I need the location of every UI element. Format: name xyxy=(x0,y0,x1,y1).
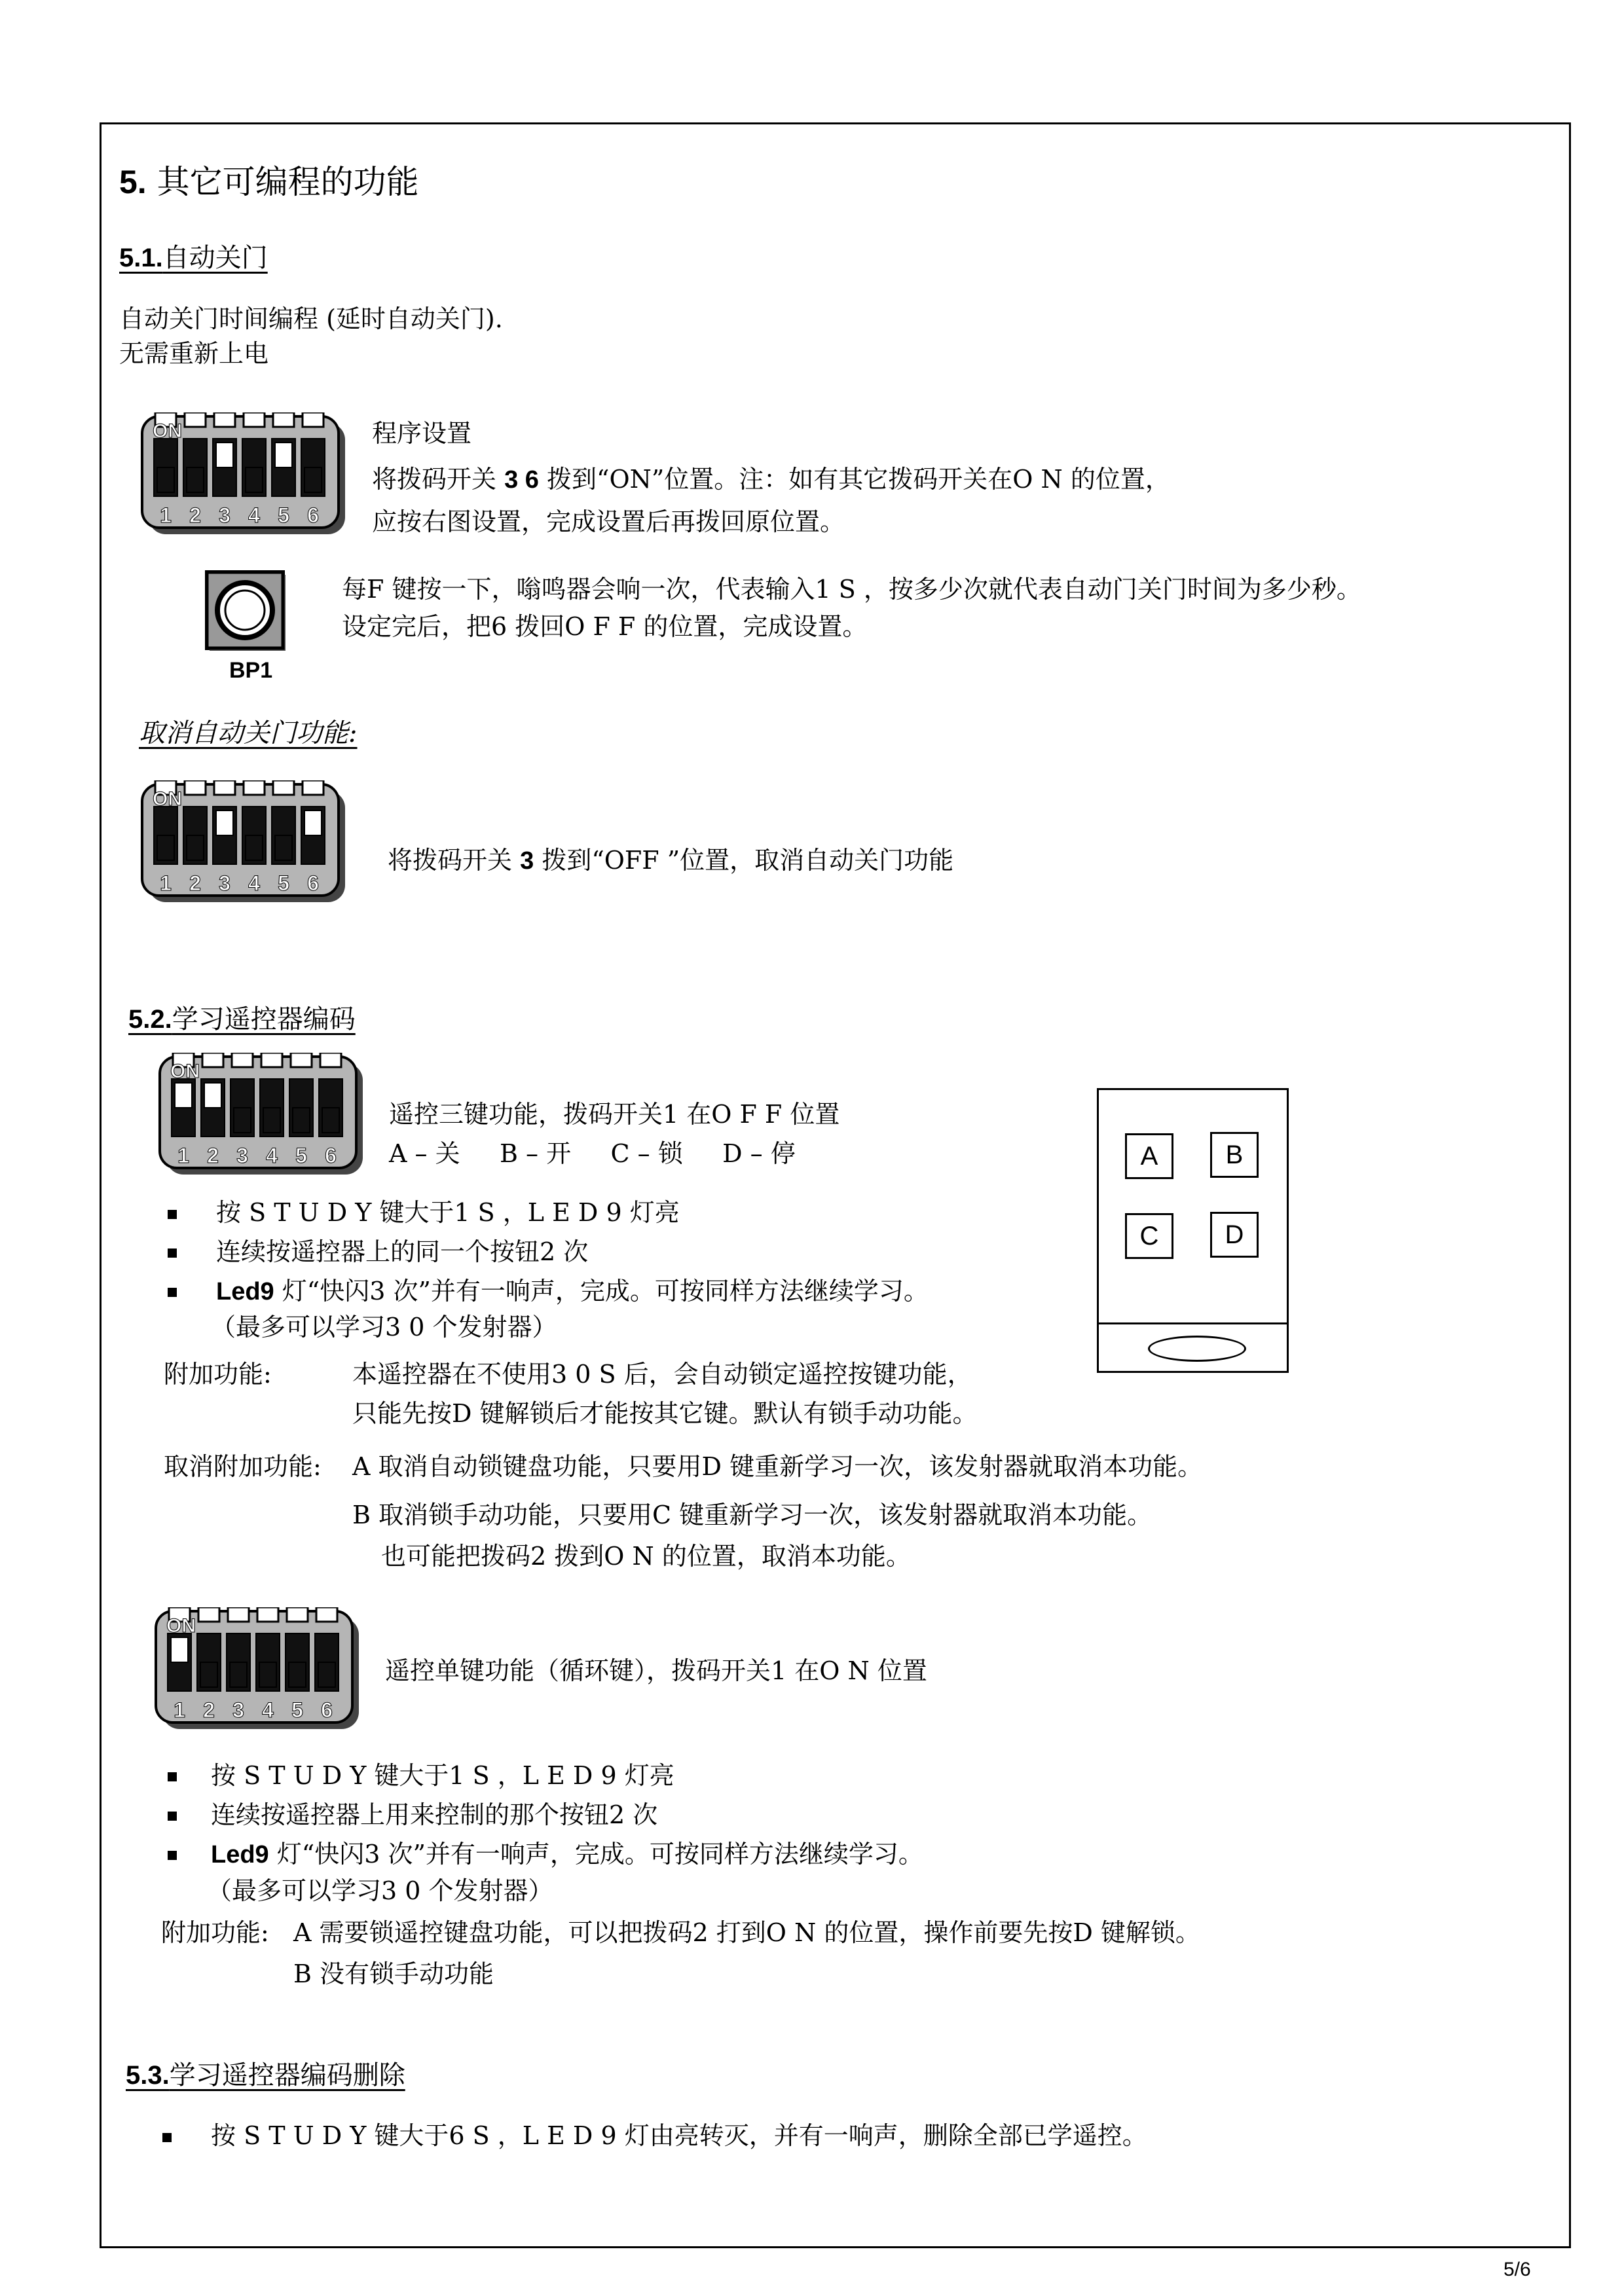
section-5-1-heading: 5.1.自动关门 xyxy=(119,243,268,273)
dip-knob-5 xyxy=(275,835,292,860)
delete-step: 按 S T U D Y 键大于6 S ，L E D 9 灯由亮转灭，并有一响声，删除全部已学遥控。 xyxy=(211,2121,1147,2150)
dip-number-2: 2 xyxy=(207,1144,219,1167)
dip-knob-3 xyxy=(234,1108,251,1133)
cancel-extra-a: A 取消自动锁键盘功能，只要用D 键重新学习一次，该发射器就取消本功能。 xyxy=(352,1452,1203,1481)
bullet xyxy=(168,1812,177,1821)
dip-number-4: 4 xyxy=(262,1698,274,1722)
section-5-3-heading: 5.3.学习遥控器编码删除 xyxy=(126,2060,405,2090)
dip-on-label: ON xyxy=(153,420,182,442)
dip-number-6: 6 xyxy=(307,871,319,895)
auto-close-desc: 自动关门时间编程 (延时自动关门). xyxy=(119,304,503,333)
remote-button-c: C xyxy=(1125,1213,1173,1259)
dip-knob-5 xyxy=(293,1108,310,1133)
dip-number-3: 3 xyxy=(236,1144,248,1167)
dip-switch-three-key xyxy=(157,1053,367,1177)
remote-control-illustration xyxy=(1097,1088,1289,1373)
study-step-3: Led9 灯“快闪3 次”并有一响声，完成。可按同样方法继续学习。 xyxy=(216,1277,929,1305)
program-setting-line1: 将拨码开关 3 6 拨到“ON”位置。注：如有其它拨码开关在O N 的位置， xyxy=(372,465,1170,494)
bullet xyxy=(168,1248,177,1258)
dip-number-5: 5 xyxy=(295,1144,307,1167)
bp1-label: BP1 xyxy=(229,658,273,683)
bullet xyxy=(168,1772,177,1781)
dip-knob-2 xyxy=(200,1662,217,1687)
dip-knob-3 xyxy=(230,1662,247,1687)
dip-knob-5 xyxy=(275,443,292,467)
dip-number-1: 1 xyxy=(160,871,172,895)
single-key-mode: 遥控单键功能（循环键），拨码开关1 在O N 位置 xyxy=(385,1656,927,1685)
bp1-instruction-line2: 设定完后，把6 拨回O F F 的位置，完成设置。 xyxy=(342,612,868,641)
dip-knob-1 xyxy=(175,1083,192,1108)
cancel-auto-close-title: 取消自动关门功能: xyxy=(139,718,358,748)
dip-knob-1 xyxy=(171,1637,188,1662)
study-step-1: 按 S T U D Y 键大于1 S ，L E D 9 灯亮 xyxy=(216,1198,680,1227)
program-setting-title: 程序设置 xyxy=(372,419,472,448)
bp1-button-icon xyxy=(204,570,296,687)
dip-number-4: 4 xyxy=(248,871,260,895)
dip-knob-6 xyxy=(318,1662,335,1687)
dip-switch-single-key xyxy=(153,1607,363,1732)
bullet xyxy=(168,1288,177,1297)
dip-on-label: ON xyxy=(170,1061,200,1082)
dip-number-1: 1 xyxy=(174,1698,185,1722)
dip-knob-6 xyxy=(322,1108,339,1133)
dip-knob-4 xyxy=(263,1108,280,1133)
bp1-instruction-line1: 每F 键按一下，嗡鸣器会响一次，代表输入1 S ，按多少次就代表自动门关门时间为多少秒。 xyxy=(342,575,1361,604)
dip-knob-3 xyxy=(216,811,233,835)
single-study-step-1: 按 S T U D Y 键大于1 S ，L E D 9 灯亮 xyxy=(211,1761,674,1790)
dip-number-5: 5 xyxy=(278,871,289,895)
bullet xyxy=(168,1851,177,1860)
dip-knob-5 xyxy=(289,1662,306,1687)
section-5-2-heading: 5.2.学习遥控器编码 xyxy=(128,1004,356,1034)
dip-knob-6 xyxy=(304,811,322,835)
single-max-transmitters: （最多可以学习3 0 个发射器） xyxy=(207,1876,553,1905)
bullet xyxy=(168,1210,177,1219)
study-step-2: 连续按遥控器上的同一个按钮2 次 xyxy=(216,1237,589,1266)
cancel-auto-close-desc: 将拨码开关 3 拨到“OFF ”位置，取消自动关门功能 xyxy=(388,846,954,875)
program-setting-line2: 应按右图设置，完成设置后再拨回原位置。 xyxy=(372,507,845,536)
dip-on-label: ON xyxy=(153,788,182,810)
cancel-extra-label: 取消附加功能: xyxy=(164,1452,322,1481)
dip-knob-1 xyxy=(157,835,174,860)
dip-number-3: 3 xyxy=(219,503,231,527)
cancel-extra-c: 也可能把拨码2 拨到O N 的位置，取消本功能。 xyxy=(381,1542,911,1571)
dip-number-5: 5 xyxy=(291,1698,303,1722)
dip-number-4: 4 xyxy=(266,1144,278,1167)
no-reboot-note: 无需重新上电 xyxy=(119,339,269,368)
dip-knob-2 xyxy=(187,467,204,492)
dip-number-1: 1 xyxy=(177,1144,189,1167)
single-study-step-3: Led9 灯“快闪3 次”并有一响声，完成。可按同样方法继续学习。 xyxy=(211,1840,923,1868)
dip-number-3: 3 xyxy=(219,871,231,895)
dip-knob-4 xyxy=(246,467,263,492)
remote-button-d: D xyxy=(1210,1212,1259,1258)
dip-switch-cancel xyxy=(139,780,349,905)
dip-number-2: 2 xyxy=(203,1698,215,1722)
extra-function-line2: 只能先按D 键解锁后才能按其它键。默认有锁手动功能。 xyxy=(352,1399,978,1428)
dip-knob-4 xyxy=(259,1662,276,1687)
dip-switch-program xyxy=(139,412,349,537)
single-extra-label: 附加功能: xyxy=(161,1918,269,1947)
bullet xyxy=(162,2133,172,2142)
remote-button-a: A xyxy=(1125,1133,1173,1179)
dip-number-6: 6 xyxy=(325,1144,337,1167)
max-transmitters: （最多可以学习3 0 个发射器） xyxy=(211,1313,557,1341)
key-functions: A – 关 B – 开 C – 锁 D – 停 xyxy=(389,1139,796,1168)
cancel-extra-b: B 取消锁手动功能，只要用C 键重新学习一次，该发射器就取消本功能。 xyxy=(352,1501,1153,1529)
dip-number-1: 1 xyxy=(160,503,172,527)
remote-led-oval xyxy=(1148,1336,1246,1362)
dip-knob-3 xyxy=(216,443,233,467)
dip-number-6: 6 xyxy=(307,503,319,527)
dip-number-4: 4 xyxy=(248,503,260,527)
dip-number-5: 5 xyxy=(278,503,289,527)
single-extra-b: B 没有锁手动功能 xyxy=(293,1959,494,1988)
dip-number-2: 2 xyxy=(189,503,201,527)
dip-number-2: 2 xyxy=(189,871,201,895)
dip-number-6: 6 xyxy=(321,1698,333,1722)
page-number: 5/6 xyxy=(1504,2259,1531,2280)
remote-button-b: B xyxy=(1210,1132,1259,1178)
dip-knob-2 xyxy=(187,835,204,860)
three-key-mode: 遥控三键功能，拨码开关1 在O F F 位置 xyxy=(389,1100,840,1129)
dip-on-label: ON xyxy=(166,1615,196,1637)
dip-knob-4 xyxy=(246,835,263,860)
dip-knob-6 xyxy=(304,467,322,492)
single-study-step-2: 连续按遥控器上用来控制的那个按钮2 次 xyxy=(211,1800,658,1829)
section-5-title: 5. 其它可编程的功能 xyxy=(119,163,419,201)
remote-divider xyxy=(1099,1322,1287,1324)
single-extra-a: A 需要锁遥控键盘功能，可以把拨码2 打到O N 的位置，操作前要先按D 键解锁。 xyxy=(293,1918,1200,1947)
dip-knob-2 xyxy=(204,1083,221,1108)
extra-function-label: 附加功能: xyxy=(164,1360,272,1389)
extra-function-line1: 本遥控器在不使用3 0 S 后，会自动锁定遥控按键功能， xyxy=(352,1360,972,1389)
dip-number-3: 3 xyxy=(232,1698,244,1722)
dip-knob-1 xyxy=(157,467,174,492)
